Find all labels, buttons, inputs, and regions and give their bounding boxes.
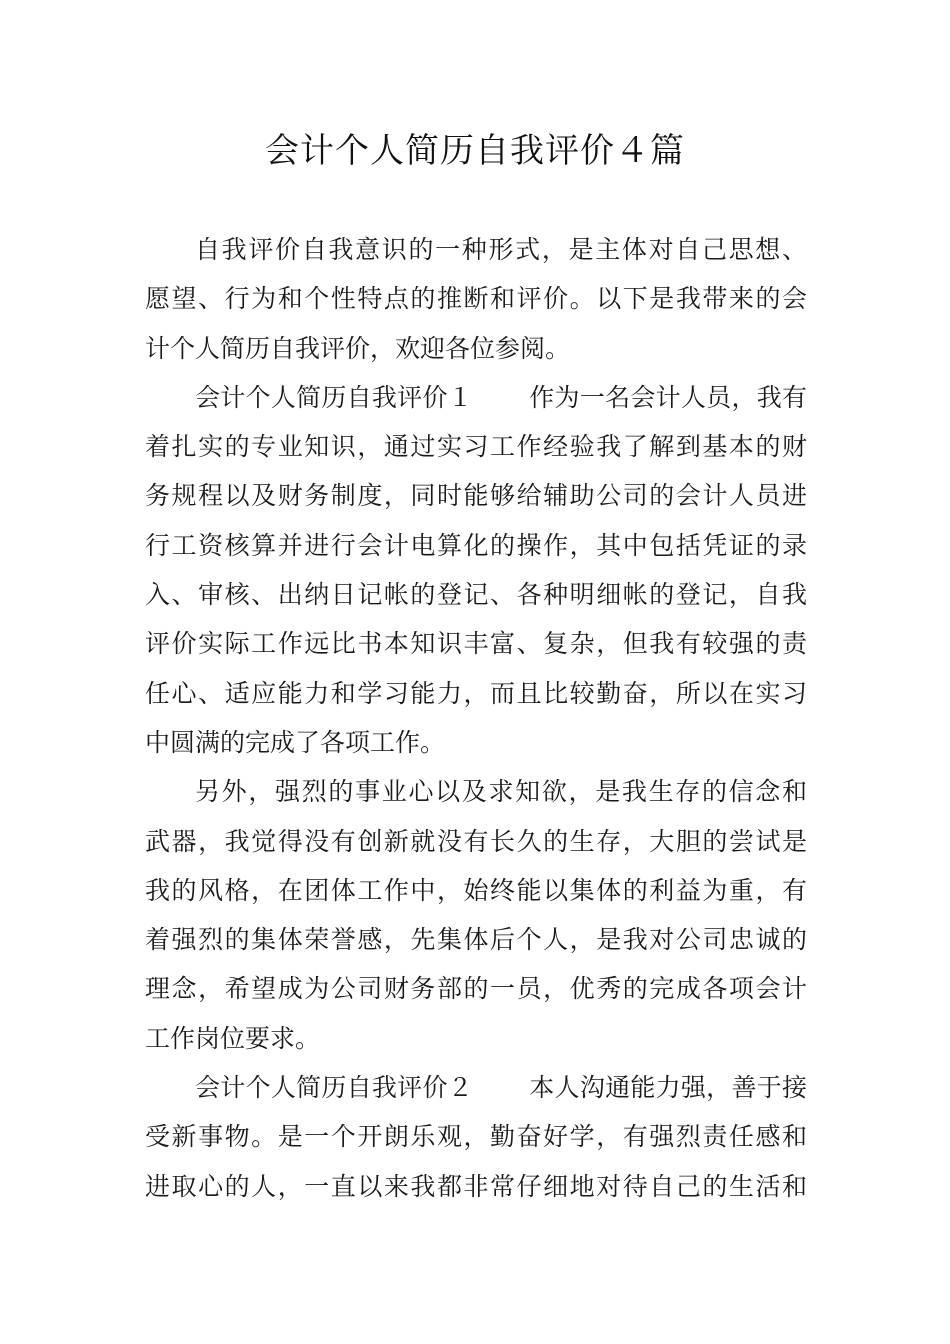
- section-heading-2: 会计个人简历自我评价２: [195, 1073, 473, 1103]
- paragraph-line: 中圆满的完成了各项工作。: [145, 727, 446, 757]
- document-title: 会计个人简历自我评价４篇: [265, 131, 685, 171]
- paragraph-line: 行工资核算并进行会计电算化的操作，其中包括凭证的录: [145, 530, 807, 560]
- paragraph-line: 愿望、行为和个性特点的推断和评价。以下是我带来的会: [145, 284, 807, 314]
- paragraph-line: 评价实际工作远比书本知识丰富、复杂，但我有较强的责: [145, 629, 807, 659]
- paragraph-line: 入、审核、出纳日记帐的登记、各种明细帐的登记，自我: [145, 580, 807, 610]
- paragraph-line-text: 作为一名会计人员，我有: [529, 382, 807, 412]
- paragraph-line: 我的风格，在团体工作中，始终能以集体的利益为重，有: [145, 875, 807, 905]
- paragraph-evaluation-1: [145, 373, 807, 767]
- document-body: [145, 225, 807, 1211]
- paragraph-line: 着扎实的专业知识，通过实习工作经验我了解到基本的财: [145, 432, 807, 462]
- section-heading-1: 会计个人简历自我评价１: [195, 382, 473, 412]
- paragraph-line: 进取心的人，一直以来我都非常仔细地对待自己的生活和: [145, 1171, 807, 1201]
- paragraph-line: 理念，希望成为公司财务部的一员，优秀的完成各项会计: [145, 974, 807, 1004]
- paragraph-evaluation-2: [145, 1063, 807, 1211]
- paragraph-first-line: [145, 1063, 807, 1112]
- paragraph-line: 工作岗位要求。: [145, 1023, 321, 1053]
- paragraph-intro: [145, 225, 807, 373]
- paragraph-first-line: [145, 373, 807, 422]
- paragraph-line: 自我评价自我意识的一种形式，是主体对自己思想、: [195, 235, 807, 264]
- paragraph-line-text: 本人沟通能力强，善于接: [529, 1073, 807, 1103]
- paragraph-additional: [145, 767, 807, 1063]
- paragraph-line: 武器，我觉得没有创新就没有长久的生存，大胆的尝试是: [145, 826, 807, 856]
- paragraph-line: 任心、适应能力和学习能力，而且比较勤奋，所以在实习: [145, 678, 807, 708]
- paragraph-line: 受新事物。是一个开朗乐观，勤奋好学，有强烈责任感和: [145, 1122, 807, 1152]
- paragraph-line: 务规程以及财务制度，同时能够给辅助公司的会计人员进: [145, 481, 807, 511]
- paragraph-line: 另外，强烈的事业心以及求知欲，是我生存的信念和: [195, 777, 807, 807]
- paragraph-line: 计个人简历自我评价，欢迎各位参阅。: [145, 333, 571, 363]
- paragraph-line: 着强烈的集体荣誉感，先集体后个人，是我对公司忠诚的: [145, 925, 807, 955]
